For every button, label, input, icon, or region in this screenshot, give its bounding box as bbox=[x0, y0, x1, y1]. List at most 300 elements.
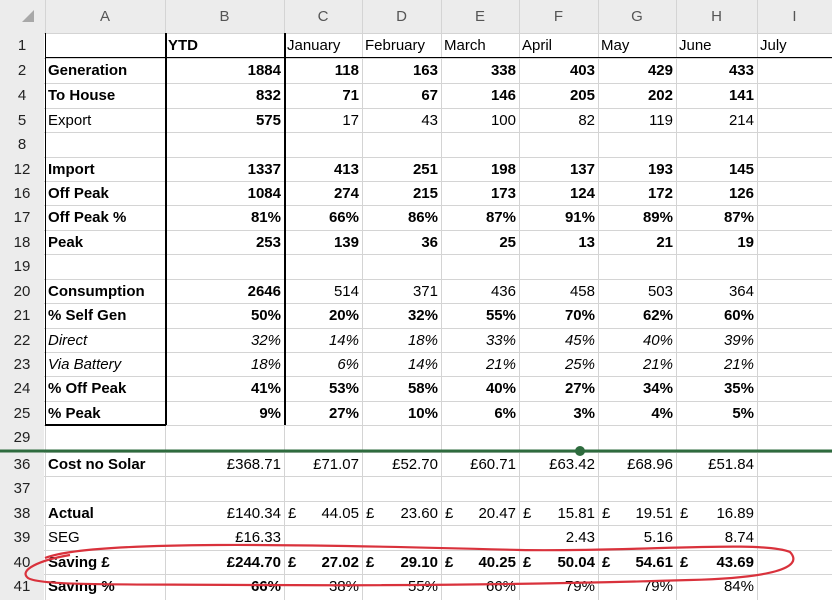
cell-b17[interactable] bbox=[165, 206, 284, 230]
cell-value: Saving £ bbox=[48, 554, 110, 571]
cell-c24[interactable] bbox=[284, 377, 362, 401]
cell-g37[interactable] bbox=[598, 477, 676, 501]
cell-value: 40% bbox=[485, 380, 516, 397]
cell-h19[interactable] bbox=[676, 255, 757, 279]
cell-d23[interactable] bbox=[362, 353, 441, 377]
cell-e40[interactable] bbox=[441, 551, 519, 575]
currency-symbol: £ bbox=[445, 554, 454, 571]
cell-h22[interactable] bbox=[676, 329, 757, 353]
cell-value: 6% bbox=[337, 356, 359, 373]
cell-value: Import bbox=[48, 161, 95, 178]
cell-value: 55% bbox=[407, 578, 438, 595]
cell-c37[interactable] bbox=[284, 477, 362, 501]
cell-value: % Self Gen bbox=[48, 307, 127, 324]
row-header-25[interactable]: 25 bbox=[0, 402, 44, 426]
row-header-23[interactable]: 23 bbox=[0, 353, 44, 377]
cell-e12[interactable] bbox=[441, 158, 519, 182]
cell-g41[interactable] bbox=[598, 575, 676, 599]
cell-value: 215 bbox=[412, 185, 438, 202]
cell-d18[interactable] bbox=[362, 231, 441, 255]
cell-c1[interactable] bbox=[284, 34, 362, 58]
row-header-20[interactable]: 20 bbox=[0, 280, 44, 304]
cell-d21[interactable] bbox=[362, 304, 441, 328]
row-header-38[interactable]: 38 bbox=[0, 502, 44, 526]
cell-d12[interactable] bbox=[362, 158, 441, 182]
cell-d24[interactable] bbox=[362, 377, 441, 401]
cell-h16[interactable] bbox=[676, 182, 757, 206]
cell-e23[interactable] bbox=[441, 353, 519, 377]
cell-g39[interactable] bbox=[598, 526, 676, 550]
cell-e17[interactable] bbox=[441, 206, 519, 230]
cell-a17[interactable] bbox=[45, 206, 165, 230]
cell-h21[interactable] bbox=[676, 304, 757, 328]
cell-b20[interactable] bbox=[165, 280, 284, 304]
cell-a37[interactable] bbox=[45, 477, 165, 501]
cell-f4[interactable] bbox=[519, 84, 598, 108]
cell-value: % Off Peak bbox=[48, 380, 127, 397]
row-header-19[interactable]: 19 bbox=[0, 255, 44, 279]
cell-f12[interactable] bbox=[519, 158, 598, 182]
cell-b1[interactable] bbox=[165, 34, 284, 58]
cell-c20[interactable] bbox=[284, 280, 362, 304]
cell-b2[interactable] bbox=[165, 59, 284, 83]
column-header-f[interactable]: F bbox=[553, 8, 564, 25]
cell-g38[interactable] bbox=[598, 502, 676, 526]
cell-value: 58% bbox=[407, 380, 438, 397]
cell-value: 413 bbox=[333, 161, 359, 178]
cell-a25[interactable] bbox=[45, 402, 165, 426]
cell-b22[interactable] bbox=[165, 329, 284, 353]
cell-e38[interactable] bbox=[441, 502, 519, 526]
cell-c41[interactable] bbox=[284, 575, 362, 599]
cell-h38[interactable] bbox=[676, 502, 757, 526]
cell-b36[interactable] bbox=[165, 453, 284, 477]
cell-f40[interactable] bbox=[519, 551, 598, 575]
cell-g16[interactable] bbox=[598, 182, 676, 206]
cell-b37[interactable] bbox=[165, 477, 284, 501]
cell-i25[interactable] bbox=[757, 402, 832, 426]
cell-a21[interactable] bbox=[45, 304, 165, 328]
cell-h20[interactable] bbox=[676, 280, 757, 304]
cell-d8[interactable] bbox=[362, 133, 441, 157]
cell-value: 79% bbox=[564, 578, 595, 595]
cell-b18[interactable] bbox=[165, 231, 284, 255]
cell-e24[interactable] bbox=[441, 377, 519, 401]
cell-i4[interactable] bbox=[757, 84, 832, 108]
cell-e36[interactable] bbox=[441, 453, 519, 477]
column-header-c[interactable]: C bbox=[317, 8, 329, 25]
cell-i12[interactable] bbox=[757, 158, 832, 182]
row-header-22[interactable]: 22 bbox=[0, 329, 44, 353]
cell-b39[interactable] bbox=[165, 526, 284, 550]
row-header-17[interactable]: 17 bbox=[0, 206, 44, 230]
cell-g1[interactable] bbox=[598, 34, 676, 58]
cell-f22[interactable] bbox=[519, 329, 598, 353]
cell-c40[interactable] bbox=[284, 551, 362, 575]
cell-i17[interactable] bbox=[757, 206, 832, 230]
cell-value: 9% bbox=[259, 405, 281, 422]
cell-g19[interactable] bbox=[598, 255, 676, 279]
cell-a2[interactable] bbox=[45, 59, 165, 83]
cell-value: 66% bbox=[485, 578, 516, 595]
cell-e19[interactable] bbox=[441, 255, 519, 279]
cell-f23[interactable] bbox=[519, 353, 598, 377]
cell-b41[interactable] bbox=[165, 575, 284, 599]
cell-value: 126 bbox=[728, 185, 754, 202]
currency-symbol: £ bbox=[366, 505, 375, 522]
table-border bbox=[45, 424, 166, 426]
cell-value: 3% bbox=[573, 405, 595, 422]
cell-a40[interactable] bbox=[45, 551, 165, 575]
cell-b4[interactable] bbox=[165, 84, 284, 108]
cell-i39[interactable] bbox=[757, 526, 832, 550]
cell-value: 458 bbox=[569, 283, 595, 300]
cell-value: 41% bbox=[250, 380, 281, 397]
cell-d29[interactable] bbox=[362, 426, 441, 450]
cell-c16[interactable] bbox=[284, 182, 362, 206]
cell-value: 100 bbox=[490, 112, 516, 129]
cell-b38[interactable] bbox=[165, 502, 284, 526]
cell-value: 39% bbox=[723, 332, 754, 349]
cell-a36[interactable] bbox=[45, 453, 165, 477]
cell-d4[interactable] bbox=[362, 84, 441, 108]
cell-g8[interactable] bbox=[598, 133, 676, 157]
column-header-h[interactable]: H bbox=[711, 8, 722, 25]
cell-value: 14% bbox=[328, 332, 359, 349]
cell-c17[interactable] bbox=[284, 206, 362, 230]
cell-c39[interactable] bbox=[284, 526, 362, 550]
cell-d39[interactable] bbox=[362, 526, 441, 550]
cell-h39[interactable] bbox=[676, 526, 757, 550]
cell-value: 1884 bbox=[247, 62, 281, 79]
cell-a41[interactable] bbox=[45, 575, 165, 599]
cell-e2[interactable] bbox=[441, 59, 519, 83]
cell-a39[interactable] bbox=[45, 526, 165, 550]
cell-b19[interactable] bbox=[165, 255, 284, 279]
cell-value: 172 bbox=[647, 185, 673, 202]
cell-b23[interactable] bbox=[165, 353, 284, 377]
cell-c29[interactable] bbox=[284, 426, 362, 450]
cell-h5[interactable] bbox=[676, 109, 757, 133]
cell-d37[interactable] bbox=[362, 477, 441, 501]
cell-e8[interactable] bbox=[441, 133, 519, 157]
cell-value: 35% bbox=[723, 380, 754, 397]
cell-h40[interactable] bbox=[676, 551, 757, 575]
cell-a1[interactable] bbox=[45, 34, 165, 58]
cell-e22[interactable] bbox=[441, 329, 519, 353]
cell-b24[interactable] bbox=[165, 377, 284, 401]
cell-h36[interactable] bbox=[676, 453, 757, 477]
cell-h24[interactable] bbox=[676, 377, 757, 401]
row-header-2[interactable]: 2 bbox=[0, 59, 44, 83]
cell-value: 214 bbox=[728, 112, 754, 129]
cell-g5[interactable] bbox=[598, 109, 676, 133]
cell-c12[interactable] bbox=[284, 158, 362, 182]
cell-g22[interactable] bbox=[598, 329, 676, 353]
row-header-37[interactable]: 37 bbox=[0, 477, 44, 501]
cell-value: 66% bbox=[250, 578, 281, 595]
cell-f38[interactable] bbox=[519, 502, 598, 526]
cell-i36[interactable] bbox=[757, 453, 832, 477]
currency-symbol: £ bbox=[445, 505, 454, 522]
cell-a4[interactable] bbox=[45, 84, 165, 108]
cell-i20[interactable] bbox=[757, 280, 832, 304]
cell-d5[interactable] bbox=[362, 109, 441, 133]
cell-d41[interactable] bbox=[362, 575, 441, 599]
cell-value: Cost no Solar bbox=[48, 456, 146, 473]
column-header-e[interactable]: E bbox=[474, 8, 485, 25]
cell-value: 202 bbox=[647, 87, 673, 104]
cell-b25[interactable] bbox=[165, 402, 284, 426]
cell-e29[interactable] bbox=[441, 426, 519, 450]
cell-e4[interactable] bbox=[441, 84, 519, 108]
cell-f2[interactable] bbox=[519, 59, 598, 83]
cell-e20[interactable] bbox=[441, 280, 519, 304]
cell-b21[interactable] bbox=[165, 304, 284, 328]
row-header-5[interactable]: 5 bbox=[0, 109, 44, 133]
cell-value: 119 bbox=[649, 112, 673, 129]
cell-i1[interactable] bbox=[757, 34, 832, 58]
row-header-12[interactable]: 12 bbox=[0, 158, 44, 182]
row-header-24[interactable]: 24 bbox=[0, 377, 44, 401]
cell-a5[interactable] bbox=[45, 109, 165, 133]
cell-f8[interactable] bbox=[519, 133, 598, 157]
row-header-1[interactable]: 1 bbox=[0, 34, 44, 58]
row-header-4[interactable]: 4 bbox=[0, 84, 44, 108]
cell-f37[interactable] bbox=[519, 477, 598, 501]
cell-value: Export bbox=[48, 112, 92, 129]
cell-h41[interactable] bbox=[676, 575, 757, 599]
column-header-d[interactable]: D bbox=[396, 8, 407, 25]
cell-value: 91% bbox=[564, 209, 595, 226]
cell-c18[interactable] bbox=[284, 231, 362, 255]
cell-e16[interactable] bbox=[441, 182, 519, 206]
cell-value: 274 bbox=[333, 185, 359, 202]
select-all-corner[interactable] bbox=[22, 10, 34, 22]
cell-f25[interactable] bbox=[519, 402, 598, 426]
cell-c36[interactable] bbox=[284, 453, 362, 477]
cell-i18[interactable] bbox=[757, 231, 832, 255]
cell-value: 193 bbox=[647, 161, 673, 178]
cell-g18[interactable] bbox=[598, 231, 676, 255]
cell-d17[interactable] bbox=[362, 206, 441, 230]
cell-value: 54.61 bbox=[635, 554, 673, 571]
cell-c25[interactable] bbox=[284, 402, 362, 426]
cell-c2[interactable] bbox=[284, 59, 362, 83]
cell-f41[interactable] bbox=[519, 575, 598, 599]
cell-h8[interactable] bbox=[676, 133, 757, 157]
cell-value: 38% bbox=[328, 578, 359, 595]
cell-value: Peak bbox=[48, 234, 84, 251]
cell-a20[interactable] bbox=[45, 280, 165, 304]
cell-h17[interactable] bbox=[676, 206, 757, 230]
cell-g24[interactable] bbox=[598, 377, 676, 401]
cell-g17[interactable] bbox=[598, 206, 676, 230]
cell-value: 10% bbox=[407, 405, 438, 422]
row-header-40[interactable]: 40 bbox=[0, 551, 44, 575]
cell-i19[interactable] bbox=[757, 255, 832, 279]
cell-value: SEG bbox=[48, 529, 80, 546]
column-header-g[interactable]: G bbox=[631, 8, 643, 25]
cell-value: 53% bbox=[328, 380, 359, 397]
row-header-8[interactable]: 8 bbox=[0, 133, 44, 157]
cell-a18[interactable] bbox=[45, 231, 165, 255]
row-header-21[interactable]: 21 bbox=[0, 304, 44, 328]
cell-i41[interactable] bbox=[757, 575, 832, 599]
cell-a24[interactable] bbox=[45, 377, 165, 401]
cell-a16[interactable] bbox=[45, 182, 165, 206]
cell-value: 364 bbox=[728, 283, 754, 300]
cell-value: 13 bbox=[578, 234, 595, 251]
cell-e25[interactable] bbox=[441, 402, 519, 426]
cell-value: 71 bbox=[342, 87, 359, 104]
cell-f20[interactable] bbox=[519, 280, 598, 304]
cell-a8[interactable] bbox=[45, 133, 165, 157]
cell-value: 20.47 bbox=[478, 505, 516, 522]
cell-c4[interactable] bbox=[284, 84, 362, 108]
cell-d16[interactable] bbox=[362, 182, 441, 206]
cell-b29[interactable] bbox=[165, 426, 284, 450]
cell-f39[interactable] bbox=[519, 526, 598, 550]
cell-f16[interactable] bbox=[519, 182, 598, 206]
cell-e39[interactable] bbox=[441, 526, 519, 550]
cell-g23[interactable] bbox=[598, 353, 676, 377]
cell-b12[interactable] bbox=[165, 158, 284, 182]
cell-value: 514 bbox=[333, 283, 359, 300]
cell-value: 62% bbox=[642, 307, 673, 324]
cell-d20[interactable] bbox=[362, 280, 441, 304]
cell-f18[interactable] bbox=[519, 231, 598, 255]
cell-i29[interactable] bbox=[757, 426, 832, 450]
cell-i21[interactable] bbox=[757, 304, 832, 328]
cell-value: 67 bbox=[421, 87, 438, 104]
cell-e1[interactable] bbox=[441, 34, 519, 58]
cell-c23[interactable] bbox=[284, 353, 362, 377]
cell-i38[interactable] bbox=[757, 502, 832, 526]
cell-e18[interactable] bbox=[441, 231, 519, 255]
cell-h12[interactable] bbox=[676, 158, 757, 182]
cell-g20[interactable] bbox=[598, 280, 676, 304]
cell-f19[interactable] bbox=[519, 255, 598, 279]
cell-h4[interactable] bbox=[676, 84, 757, 108]
cell-g21[interactable] bbox=[598, 304, 676, 328]
cell-value: 18% bbox=[250, 356, 281, 373]
cell-g2[interactable] bbox=[598, 59, 676, 83]
cell-i8[interactable] bbox=[757, 133, 832, 157]
cell-h1[interactable] bbox=[676, 34, 757, 58]
cell-value: 163 bbox=[412, 62, 438, 79]
cell-g25[interactable] bbox=[598, 402, 676, 426]
cell-i24[interactable] bbox=[757, 377, 832, 401]
cell-i23[interactable] bbox=[757, 353, 832, 377]
cell-i16[interactable] bbox=[757, 182, 832, 206]
column-header-a[interactable]: A bbox=[99, 8, 110, 25]
cell-d38[interactable] bbox=[362, 502, 441, 526]
cell-h37[interactable] bbox=[676, 477, 757, 501]
row-header-39[interactable]: 39 bbox=[0, 526, 44, 550]
cell-value: 32% bbox=[250, 332, 281, 349]
cell-g29[interactable] bbox=[598, 426, 676, 450]
cell-e37[interactable] bbox=[441, 477, 519, 501]
cell-c5[interactable] bbox=[284, 109, 362, 133]
cell-i37[interactable] bbox=[757, 477, 832, 501]
cell-h25[interactable] bbox=[676, 402, 757, 426]
cell-a19[interactable] bbox=[45, 255, 165, 279]
cell-d40[interactable] bbox=[362, 551, 441, 575]
cell-value: 503 bbox=[647, 283, 673, 300]
cell-f5[interactable] bbox=[519, 109, 598, 133]
row-header-16[interactable]: 16 bbox=[0, 182, 44, 206]
cell-a23[interactable] bbox=[45, 353, 165, 377]
cell-h23[interactable] bbox=[676, 353, 757, 377]
cell-d2[interactable] bbox=[362, 59, 441, 83]
cell-f21[interactable] bbox=[519, 304, 598, 328]
cell-i2[interactable] bbox=[757, 59, 832, 83]
cell-i22[interactable] bbox=[757, 329, 832, 353]
cell-a12[interactable] bbox=[45, 158, 165, 182]
cell-e5[interactable] bbox=[441, 109, 519, 133]
cell-f1[interactable] bbox=[519, 34, 598, 58]
cell-d36[interactable] bbox=[362, 453, 441, 477]
cell-b5[interactable] bbox=[165, 109, 284, 133]
cell-d22[interactable] bbox=[362, 329, 441, 353]
column-header-b[interactable]: B bbox=[219, 8, 230, 25]
cell-d1[interactable] bbox=[362, 34, 441, 58]
cell-f36[interactable] bbox=[519, 453, 598, 477]
cell-f17[interactable] bbox=[519, 206, 598, 230]
cell-f24[interactable] bbox=[519, 377, 598, 401]
cell-e41[interactable] bbox=[441, 575, 519, 599]
row-header-18[interactable]: 18 bbox=[0, 231, 44, 255]
cell-g4[interactable] bbox=[598, 84, 676, 108]
cell-b16[interactable] bbox=[165, 182, 284, 206]
cell-g40[interactable] bbox=[598, 551, 676, 575]
cell-d25[interactable] bbox=[362, 402, 441, 426]
cell-h18[interactable] bbox=[676, 231, 757, 255]
cell-a38[interactable] bbox=[45, 502, 165, 526]
cell-a22[interactable] bbox=[45, 329, 165, 353]
cell-h2[interactable] bbox=[676, 59, 757, 83]
row-header-36[interactable]: 36 bbox=[0, 453, 44, 477]
cell-value: 40% bbox=[642, 332, 673, 349]
cell-i5[interactable] bbox=[757, 109, 832, 133]
row-header-29[interactable]: 29 bbox=[0, 426, 44, 450]
cell-value: £368.71 bbox=[226, 456, 281, 473]
cell-h29[interactable] bbox=[676, 426, 757, 450]
cell-value: 575 bbox=[255, 112, 281, 129]
cell-value: 36 bbox=[421, 234, 438, 251]
column-header-i[interactable]: I bbox=[792, 8, 797, 25]
cell-c19[interactable] bbox=[284, 255, 362, 279]
cell-c38[interactable] bbox=[284, 502, 362, 526]
cell-c21[interactable] bbox=[284, 304, 362, 328]
cell-value: Direct bbox=[48, 332, 88, 349]
cell-a29[interactable] bbox=[45, 426, 165, 450]
cell-value: 21% bbox=[485, 356, 516, 373]
cell-f29[interactable] bbox=[519, 426, 598, 450]
cell-b8[interactable] bbox=[165, 133, 284, 157]
cell-e21[interactable] bbox=[441, 304, 519, 328]
cell-value: 27.02 bbox=[321, 554, 359, 571]
cell-c8[interactable] bbox=[284, 133, 362, 157]
cell-g12[interactable] bbox=[598, 158, 676, 182]
cell-c22[interactable] bbox=[284, 329, 362, 353]
cell-i40[interactable] bbox=[757, 551, 832, 575]
cell-d19[interactable] bbox=[362, 255, 441, 279]
row-header-41[interactable]: 41 bbox=[0, 575, 44, 599]
cell-g36[interactable] bbox=[598, 453, 676, 477]
cell-b40[interactable] bbox=[165, 551, 284, 575]
